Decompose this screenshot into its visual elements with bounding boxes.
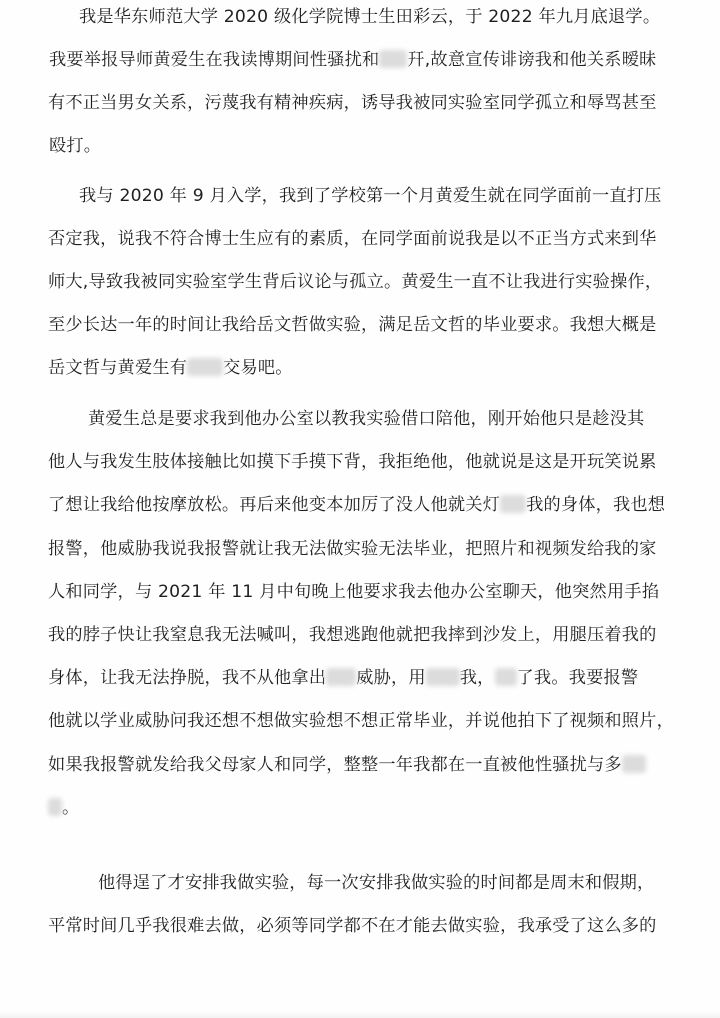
redaction-blur [48, 798, 62, 816]
text-segment: 我的脖子快让我窒息我无法喊叫，我想逃跑他就把我摔到沙发上，用腿压着我的 [48, 625, 657, 645]
text-line [48, 88, 657, 118]
text-line [48, 620, 657, 650]
text-line [88, 404, 644, 434]
text-segment: 黄爱生总是要求我到他办公室以教我实验借口陪他，刚开始他只是趁没其 [88, 409, 645, 429]
redaction-blur [500, 495, 526, 513]
redaction-blur [426, 668, 460, 686]
text-line [98, 868, 654, 898]
text-segment: 了想让我给他按摩放松。再后来他变本加厉了没人他就关灯 [48, 495, 501, 515]
redaction-blur [379, 50, 407, 68]
text-segment: 他就以学业威胁问我还想不想做实验想不想正常毕业，并说他拍下了视频和照片， [48, 711, 674, 731]
redaction-blur [622, 755, 646, 773]
page-bottom-edge [0, 1011, 720, 1018]
text-segment: 平常时间几乎我很难去做，必须等同学都不在才能去做实验，我承受了这么多的 [48, 916, 657, 936]
text-segment: 我与 2020 年 9 月入学，我到了学校第一个月黄爱生就在同学面前一直打压 [79, 186, 662, 206]
text-segment: 岳文哲与黄爱生有 [48, 358, 188, 378]
text-segment: 人和同学，与 2021 年 11 月中旬晚上他要求我去他办公室聊天，他突然用手掐 [48, 582, 660, 602]
text-segment: 如果我报警就发给我父母家人和同学，整整一年我都在一直被他性骚扰与多 [48, 755, 622, 775]
text-line [48, 353, 293, 383]
text-line [79, 2, 660, 32]
text-segment: 交易吧。 [223, 358, 293, 378]
text-segment: 他得逞了才安排我做实验，每一次安排我做实验的时间都是周末和假期， [98, 873, 655, 893]
redaction-blur [495, 668, 517, 686]
text-line [48, 577, 659, 607]
redaction-blur [187, 358, 223, 376]
text-segment: 我要举报导师黄爱生在我读博期间性骚扰和 [49, 50, 380, 70]
text-segment: 了我。我要报警 [516, 668, 639, 688]
text-segment: 身体，让我无法挣脱，我不从他拿出 [48, 668, 327, 688]
text-line [49, 131, 101, 161]
text-segment: 报警，他威胁我说我报警就让我无法做实验无法毕业，把照片和视频发给我的家 [48, 539, 657, 559]
text-segment: 师大,导致我被同实验室学生背后议论与孤立。黄爱生一直不让我进行实验操作， [48, 272, 663, 292]
redaction-blur [326, 668, 356, 686]
text-line [79, 181, 662, 211]
text-segment: 至少长达一年的时间让我给岳文哲做实验，满足岳文哲的毕业要求。我想大概是 [48, 315, 657, 335]
text-segment: 我， [459, 668, 495, 688]
text-line [48, 490, 665, 520]
text-segment: 幵,故意宣传诽谤我和他关系暧昧 [407, 50, 657, 70]
text-line [48, 224, 657, 254]
text-line [48, 310, 657, 340]
text-segment: 有不正当男女关系，污蔑我有精神疾病，诱导我被同实验室同学孤立和辱骂甚至 [48, 93, 657, 113]
text-segment: 。 [62, 798, 80, 818]
text-line [48, 793, 79, 823]
text-line [49, 45, 656, 75]
text-line [48, 534, 657, 564]
text-segment: 殴打。 [49, 136, 102, 156]
text-line [48, 663, 638, 693]
text-segment: 我是华东师范大学 2020 级化学院博士生田彩云，于 2022 年九月底退学。 [79, 7, 661, 27]
text-segment: 他人与我发生肢体接触比如摸下手摸下背，我拒绝他，他就说是这是开玩笑说累 [48, 452, 657, 472]
text-line [48, 447, 657, 477]
text-segment: 我的身体，我也想 [526, 495, 666, 515]
text-line [48, 267, 662, 297]
text-segment: 威胁，用 [356, 668, 426, 688]
text-line [48, 706, 674, 736]
text-line [48, 750, 646, 780]
text-segment: 否定我，说我不符合博士生应有的素质，在同学面前说我是以不正当方式来到华 [48, 229, 657, 249]
text-line [48, 911, 657, 941]
